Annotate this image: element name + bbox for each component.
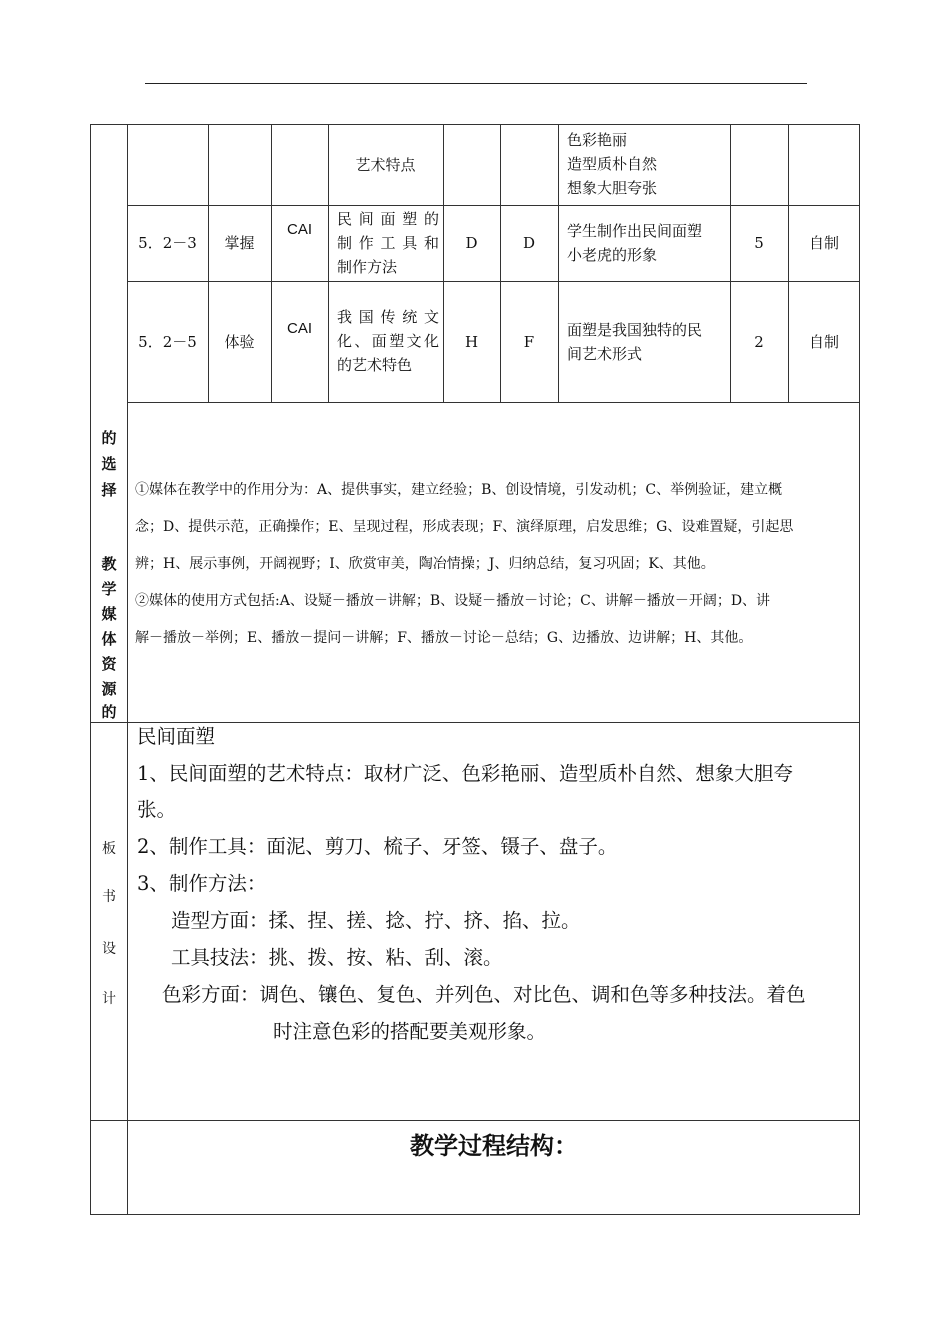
media-usage-cell: F: [523, 333, 535, 351]
note-line: 间艺术形式: [567, 345, 643, 363]
section-divider: [90, 1120, 860, 1121]
note-line: 小老虎的形象: [567, 246, 658, 264]
media-source-cell: 自制: [808, 234, 839, 252]
row-divider: [127, 402, 860, 403]
media-time-cell: 2: [754, 333, 764, 351]
media-content-cell: [337, 305, 439, 377]
label-char: 资: [101, 655, 117, 673]
row-divider: [127, 205, 860, 206]
table-divider: [788, 124, 789, 403]
row-divider: [127, 281, 860, 282]
media-usage-cell: D: [522, 234, 536, 252]
lesson-plan-table: [90, 124, 860, 1215]
media-notes-cell: [567, 128, 727, 200]
media-level-cell: 掌握: [224, 234, 255, 252]
content-line: 民间面塑的: [337, 210, 439, 228]
note-line: ②媒体的使用方式包括:A、设疑－播放－讲解；B、设疑－播放－讨论；C、讲解－播放－开阔；D、讲: [135, 593, 771, 609]
board-line: 工具技法：挑、拨、按、粘、刮、滚。: [171, 946, 503, 969]
media-time-cell: 5: [754, 234, 764, 252]
board-line: 3、制作方法：: [137, 872, 267, 895]
media-role-cell: H: [464, 333, 479, 351]
board-line: 色彩方面：调色、镶色、复色、并列色、对比色、调和色等多种技法。着色: [162, 983, 806, 1006]
media-code-cell: 5．2－5: [138, 333, 197, 351]
note-line: 学生制作出民间面塑: [567, 222, 703, 240]
content-line: 我国传统文: [337, 308, 439, 326]
label-char: 板: [102, 841, 116, 857]
table-divider: [208, 124, 209, 403]
note-line: 辨；H、展示事例，开阔视野；I、欣赏审美，陶冶情操；J、归纳总结，复习巩固；K、其他。: [135, 556, 715, 572]
label-column-divider: [127, 124, 128, 1215]
label-char: 的: [101, 703, 117, 721]
label-char: 选: [101, 455, 117, 473]
note-line: 色彩艳丽: [567, 131, 628, 149]
board-line: 民间面塑: [137, 725, 216, 748]
board-line: 时注意色彩的搭配要美观形象。: [273, 1020, 547, 1043]
board-line: 张。: [137, 798, 177, 821]
media-content-cell: 艺术特点: [355, 156, 416, 174]
media-level-cell: 体验: [224, 333, 255, 351]
note-line: ①媒体在教学中的作用分为：A、提供事实，建立经验；B、创设情境，引发动机；C、举例验证，建立概: [135, 482, 783, 498]
label-char: 媒: [101, 605, 117, 623]
note-line: 解－播放－举例；E、播放－提问－讲解；F、播放－讨论－总结；G、边播放、边讲解；H、其他。: [135, 630, 753, 646]
board-line: 2、制作工具：面泥、剪刀、梳子、牙签、镊子、盘子。: [137, 835, 618, 858]
content-line: 制作方法: [337, 258, 398, 276]
table-divider: [558, 124, 559, 403]
label-char: 体: [101, 630, 117, 648]
note-line: 造型质朴自然: [567, 155, 658, 173]
label-char: 学: [101, 580, 117, 598]
media-notes-cell: [567, 219, 727, 267]
process-title: 教学过程结构：: [410, 1131, 578, 1160]
media-content-cell: [337, 207, 439, 279]
content-line: 化、面塑文化: [337, 332, 439, 350]
media-usage-notes: [135, 472, 855, 657]
media-type-cell: CAI: [286, 221, 312, 238]
table-divider: [730, 124, 731, 403]
label-char: 计: [102, 991, 116, 1007]
note-line: 想象大胆夸张: [567, 179, 658, 197]
label-char: 的: [101, 429, 117, 447]
content-line: 的艺术特色: [337, 356, 413, 374]
label-char: 书: [102, 889, 116, 905]
board-line: 造型方面：揉、捏、搓、捻、拧、挤、掐、拉。: [171, 909, 581, 932]
label-char: 教: [101, 555, 117, 573]
media-source-cell: 自制: [808, 333, 839, 351]
media-role-cell: D: [465, 234, 478, 252]
table-divider: [443, 124, 444, 403]
header-rule: [145, 83, 807, 84]
table-divider: [500, 124, 501, 403]
note-line: 面塑是我国独特的民: [567, 321, 703, 339]
media-type-cell: CAI: [286, 320, 312, 337]
table-divider: [271, 124, 272, 403]
media-notes-cell: [567, 318, 727, 366]
media-code-cell: 5．2－3: [138, 234, 197, 252]
label-char: 设: [102, 941, 116, 957]
content-line: 制作工具和: [337, 234, 439, 252]
board-line: 1、民间面塑的艺术特点：取材广泛、色彩艳丽、造型质朴自然、想象大胆夸: [137, 762, 793, 785]
note-line: 念；D、提供示范，正确操作；E、呈现过程，形成表现；F、演绎原理，启发思维；G、设难置疑，引起思: [135, 519, 794, 535]
label-char: 择: [101, 481, 117, 499]
label-char: 源: [101, 680, 117, 698]
